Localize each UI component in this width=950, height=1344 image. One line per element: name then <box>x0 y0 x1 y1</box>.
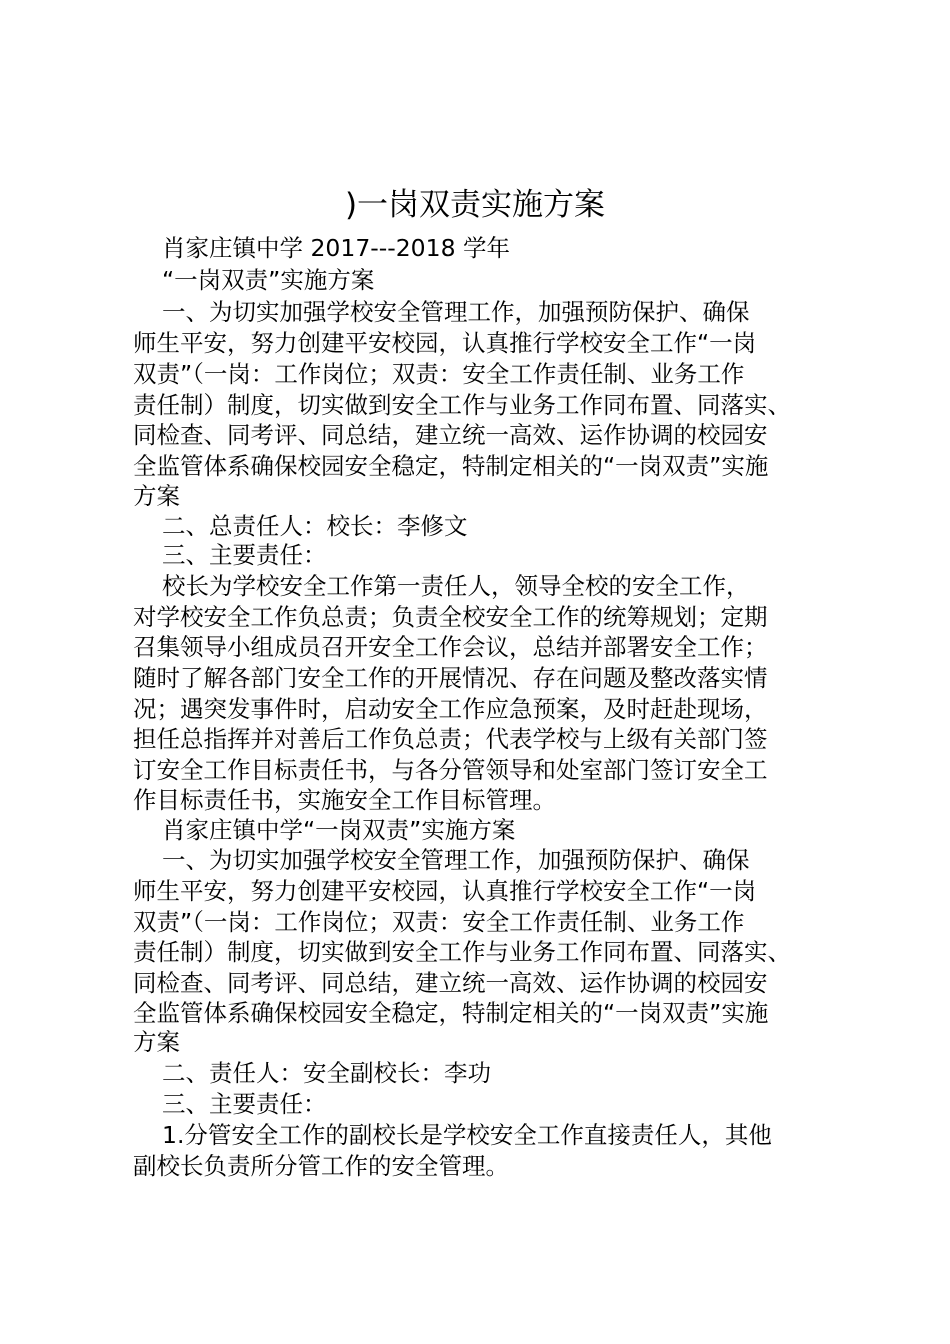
paragraph-line: 担任总指挥并对善后工作负总责；代表学校与上级有关部门签 <box>133 725 768 753</box>
paragraph-line: 同检查、同考评、同总结，建立统一高效、运作协调的校园安 <box>133 421 768 449</box>
paragraph-line: 校长为学校安全工作第一责任人，领导全校的安全工作， <box>162 572 750 600</box>
paragraph-line: 肖家庄镇中学 2017---2018 学年 <box>162 234 510 262</box>
paragraph-line: 副校长负责所分管工作的安全管理。 <box>133 1152 509 1180</box>
paragraph-line: 责任制）制度，切实做到安全工作与业务工作同布置、同落实、 <box>133 391 791 419</box>
paragraph-line: 全监管体系确保校园安全稳定，特制定相关的“一岗双责”实施 <box>133 999 769 1027</box>
paragraph-line: 师生平安，努力创建平安校园，认真推行学校安全工作“一岗 <box>133 877 757 905</box>
paragraph-line: 责任制）制度，切实做到安全工作与业务工作同布置、同落实、 <box>133 938 791 966</box>
paragraph-line: 全监管体系确保校园安全稳定，特制定相关的“一岗双责”实施 <box>133 452 769 480</box>
paragraph-line: 二、责任人：安全副校长：李功 <box>162 1059 491 1087</box>
paragraph-line: 双责”（一岗：工作岗位；双责：安全工作责任制、业务工作 <box>133 360 745 388</box>
paragraph-line: 方案 <box>133 482 180 510</box>
paragraph-line: 方案 <box>133 1028 180 1056</box>
paragraph-line: 作目标责任书，实施安全工作目标管理。 <box>133 786 556 814</box>
paragraph-line: 同检查、同考评、同总结，建立统一高效、运作协调的校园安 <box>133 969 768 997</box>
paragraph-line: 1.分管安全工作的副校长是学校安全工作直接责任人，其他 <box>162 1121 772 1149</box>
paragraph-line: 三、主要责任： <box>162 1090 327 1118</box>
paragraph-line: 对学校安全工作负总责；负责全校安全工作的统筹规划；定期 <box>133 603 768 631</box>
paragraph-line: 二、总责任人：校长：李修文 <box>162 512 468 540</box>
paragraph-line: 双责”（一岗：工作岗位；双责：安全工作责任制、业务工作 <box>133 908 745 936</box>
paragraph-line: 随时了解各部门安全工作的开展情况、存在问题及整改落实情 <box>133 664 768 692</box>
document-title: )一岗双责实施方案 <box>344 187 606 223</box>
paragraph-line: 肖家庄镇中学“一岗双责”实施方案 <box>162 816 516 844</box>
paragraph-line: 一、为切实加强学校安全管理工作，加强预防保护、确保 <box>162 298 750 326</box>
paragraph-line: “一岗双责”实施方案 <box>162 266 375 294</box>
paragraph-line: 召集领导小组成员召开安全工作会议，总结并部署安全工作； <box>133 633 768 661</box>
paragraph-line: 师生平安，努力创建平安校园，认真推行学校安全工作“一岗 <box>133 329 757 357</box>
paragraph-line: 况；遇突发事件时，启动安全工作应急预案，及时赶赴现场， <box>133 695 768 723</box>
paragraph-line: 一、为切实加强学校安全管理工作，加强预防保护、确保 <box>162 846 750 874</box>
paragraph-line: 订安全工作目标责任书，与各分管领导和处室部门签订安全工 <box>133 756 768 784</box>
paragraph-line: 三、主要责任： <box>162 541 327 569</box>
